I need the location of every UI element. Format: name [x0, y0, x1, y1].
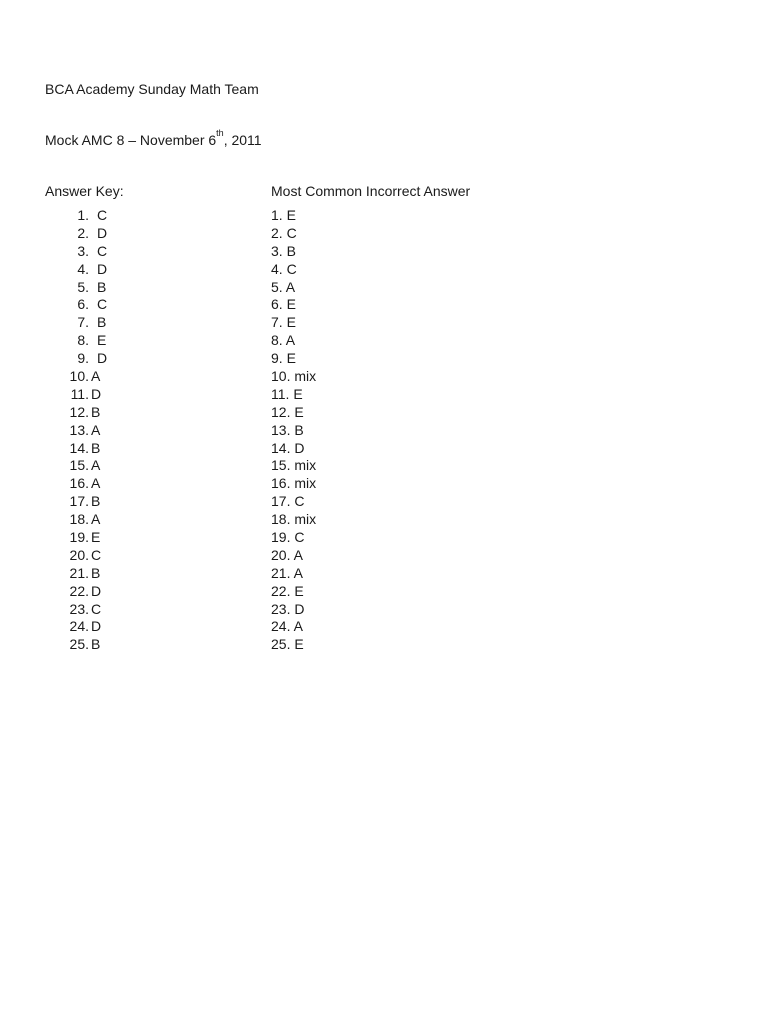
- answer-key-number: 3.: [77, 242, 89, 259]
- answer-key-number: 18.: [69, 511, 89, 528]
- answer-key-answer: C: [91, 546, 102, 563]
- answer-key-item: [45, 350, 205, 368]
- incorrect-answer-item: 14. D: [271, 439, 305, 456]
- most-common-incorrect-heading: Most Common Incorrect Answer: [271, 183, 471, 199]
- answer-key-item: [45, 457, 205, 475]
- answer-key-item: [45, 618, 205, 636]
- incorrect-answer-item: 21. A: [271, 564, 303, 581]
- answer-key-answer: D: [91, 582, 102, 599]
- answer-key-number: 13.: [69, 421, 89, 438]
- test-title-suffix: , 2011: [223, 132, 262, 148]
- answer-key-item: [45, 261, 205, 279]
- school-title: BCA Academy Sunday Math Team: [45, 81, 259, 97]
- incorrect-answer-item: 4. C: [271, 260, 297, 277]
- answer-key-item: [45, 207, 205, 225]
- answer-key-number: 8.: [77, 332, 89, 349]
- answer-key-number: 20.: [69, 546, 89, 563]
- answer-key-answer: A: [91, 457, 101, 474]
- answer-key-answer: A: [91, 475, 101, 492]
- answer-key-number: 1.: [77, 207, 89, 223]
- answer-key-number: 4.: [77, 260, 89, 277]
- incorrect-answer-item: 2. C: [271, 224, 297, 241]
- incorrect-answer-item: 20. A: [271, 546, 303, 563]
- answer-key-item: [45, 368, 205, 386]
- incorrect-answer-item: 10. mix: [271, 368, 317, 385]
- answer-key-answer: A: [91, 421, 101, 438]
- incorrect-answer-item: 25. E: [271, 636, 304, 653]
- answer-key-item: [45, 493, 205, 511]
- answer-key-item: [45, 296, 205, 314]
- answer-key-number: 14.: [69, 439, 89, 456]
- answer-key-item: [45, 529, 205, 547]
- incorrect-answer-item: 19. C: [271, 529, 305, 546]
- answer-key-answer: B: [91, 403, 101, 420]
- answer-key-item: [45, 601, 205, 619]
- answer-key-item: [45, 511, 205, 529]
- incorrect-answer-item: 7. E: [271, 314, 296, 331]
- answer-key-number: 16.: [69, 475, 89, 492]
- incorrect-answer-item: 18. mix: [271, 511, 317, 528]
- answer-key-number: 19.: [69, 529, 89, 546]
- answer-key-number: 9.: [77, 350, 89, 367]
- most-common-incorrect-list: [271, 207, 471, 654]
- answer-key-item: [45, 547, 205, 565]
- answer-key-item: [45, 422, 205, 440]
- answer-key-number: 5.: [77, 278, 89, 295]
- answer-key-answer: D: [97, 224, 108, 241]
- answer-key-answer: B: [91, 636, 101, 653]
- answer-key-number: 21.: [69, 564, 89, 581]
- incorrect-answer-item: 17. C: [271, 493, 305, 510]
- answer-key-item: [45, 636, 205, 654]
- answer-key-item: [45, 475, 205, 493]
- answer-key-answer: D: [97, 260, 108, 277]
- answer-key-number: 12.: [69, 403, 89, 420]
- answer-key-number: 23.: [69, 600, 89, 617]
- answer-key-item: [45, 243, 205, 261]
- answer-key-item: [45, 404, 205, 422]
- incorrect-answer-item: 13. B: [271, 421, 304, 438]
- test-title-ordinal: th: [216, 128, 224, 138]
- test-title: [45, 128, 262, 149]
- answer-key-number: 11.: [70, 385, 89, 402]
- incorrect-answer-item: 3. B: [271, 242, 296, 259]
- answer-key-answer: B: [97, 314, 107, 331]
- answer-key-answer: C: [97, 207, 108, 223]
- answer-key-answer: D: [97, 350, 108, 367]
- answer-key-answer: B: [91, 493, 101, 510]
- answer-key-answer: D: [91, 385, 102, 402]
- incorrect-answer-item: 23. D: [271, 600, 305, 617]
- answer-key-list: [45, 207, 205, 654]
- answer-key-answer: B: [91, 439, 101, 456]
- answer-key-answer: B: [97, 278, 107, 295]
- answer-key-item: [45, 279, 205, 297]
- incorrect-answer-item: 15. mix: [271, 457, 317, 474]
- incorrect-answer-item: 24. A: [271, 618, 303, 635]
- incorrect-answer-item: 11. E: [271, 385, 303, 402]
- answer-key-answer: A: [91, 368, 101, 385]
- answer-key-number: 24.: [69, 618, 89, 635]
- incorrect-answer-item: 16. mix: [271, 475, 317, 492]
- answer-key-number: 7.: [77, 314, 89, 331]
- answer-key-number: 15.: [69, 457, 89, 474]
- answer-key-number: 17.: [69, 493, 89, 510]
- answer-key-item: [45, 225, 205, 243]
- answer-key-number: 22.: [69, 582, 89, 599]
- answer-key-number: 2.: [77, 224, 89, 241]
- answer-key-answer: D: [91, 618, 102, 635]
- answer-key-answer: C: [91, 600, 102, 617]
- answer-key-heading: Answer Key:: [45, 183, 124, 199]
- incorrect-answer-item: 1. E: [271, 207, 296, 223]
- test-title-prefix: Mock AMC 8 – November 6: [45, 132, 217, 148]
- answer-key-item: [45, 583, 205, 601]
- answer-key-answer: B: [91, 564, 101, 581]
- answer-key-answer: A: [91, 511, 101, 528]
- incorrect-answer-item: 9. E: [271, 350, 296, 367]
- answer-key-number: 6.: [77, 296, 89, 313]
- incorrect-answer-item: 22. E: [271, 582, 304, 599]
- answer-key-number: 25.: [69, 636, 89, 653]
- answer-key-answer: E: [97, 332, 107, 349]
- answer-key-answer: C: [97, 242, 108, 259]
- answer-key-item: [45, 565, 205, 583]
- answer-key-item: [45, 314, 205, 332]
- answer-key-answer: C: [97, 296, 108, 313]
- incorrect-answer-item: 12. E: [271, 403, 304, 420]
- answer-key-number: 10.: [69, 368, 89, 385]
- incorrect-answer-item: 5. A: [271, 278, 296, 295]
- answer-key-item: [45, 332, 205, 350]
- incorrect-answer-item: 6. E: [271, 296, 296, 313]
- answer-key-item: [45, 386, 205, 404]
- answer-key-answer: E: [91, 529, 101, 546]
- incorrect-answer-item: 8. A: [271, 332, 296, 349]
- answer-key-item: [45, 440, 205, 458]
